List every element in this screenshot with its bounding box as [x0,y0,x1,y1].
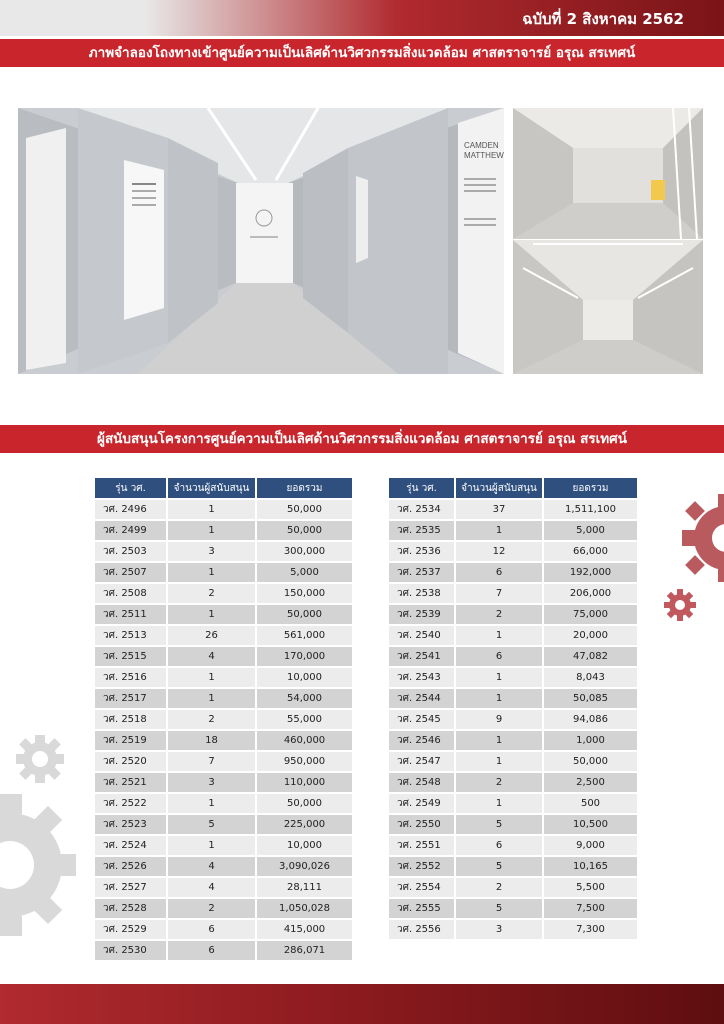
donors-cell: 2 [168,899,255,918]
donors-cell: 4 [168,878,255,897]
cohort-cell: วศ. 2540 [389,626,454,645]
bottom-footer-bar [0,984,724,1024]
donors-cell: 5 [456,899,542,918]
table-row [95,773,352,792]
cohort-cell: วศ. 2507 [95,563,166,582]
cohort-cell: วศ. 2518 [95,710,166,729]
table-row [389,521,637,540]
total-cell: 150,000 [257,584,352,603]
table-row [389,500,637,519]
donors-cell: 5 [168,815,255,834]
total-cell: 50,000 [257,605,352,624]
cohort-cell: วศ. 2554 [389,878,454,897]
table-row [95,647,352,666]
total-cell: 561,000 [257,626,352,645]
total-cell: 110,000 [257,773,352,792]
table-row [389,563,637,582]
total-cell: 20,000 [544,626,637,645]
cohort-cell: วศ. 2537 [389,563,454,582]
cohort-cell: วศ. 2536 [389,542,454,561]
gear-icon [0,790,78,944]
table-row [389,710,637,729]
donors-cell: 26 [168,626,255,645]
table-row [95,836,352,855]
cohort-cell: วศ. 2548 [389,773,454,792]
table-row [389,752,637,771]
column-header-total: ยอดรวม [544,478,637,498]
table-row [95,815,352,834]
cohort-cell: วศ. 2523 [95,815,166,834]
donors-cell: 3 [456,920,542,939]
cohort-cell: วศ. 2499 [95,521,166,540]
donors-cell: 6 [168,920,255,939]
cohort-cell: วศ. 2530 [95,941,166,960]
total-cell: 7,300 [544,920,637,939]
table-row [95,542,352,561]
total-cell: 10,500 [544,815,637,834]
table-row [95,920,352,939]
table-row [389,605,637,624]
table-row [95,710,352,729]
table-row [389,836,637,855]
cohort-cell: วศ. 2520 [95,752,166,771]
column-header-total: ยอดรวม [257,478,352,498]
sign-name-line2: MATTHEW [464,151,504,160]
donors-cell: 2 [456,878,542,897]
donors-cell: 6 [456,836,542,855]
table-row [389,647,637,666]
cohort-cell: วศ. 2546 [389,731,454,750]
table-row [95,899,352,918]
table-row [389,878,637,897]
table-row [95,878,352,897]
donors-cell: 3 [168,773,255,792]
column-header-donors: จำนวนผู้สนับสนุน [456,478,542,498]
donors-cell: 2 [456,773,542,792]
total-cell: 50,000 [257,500,352,519]
table-row [389,668,637,687]
cohort-cell: วศ. 2550 [389,815,454,834]
total-cell: 206,000 [544,584,637,603]
table-row [95,500,352,519]
cohort-cell: วศ. 2503 [95,542,166,561]
total-cell: 1,050,028 [257,899,352,918]
supporters-table-left [93,476,354,962]
total-cell: 10,000 [257,836,352,855]
donors-cell: 6 [456,647,542,666]
table-row [389,626,637,645]
cohort-cell: วศ. 2551 [389,836,454,855]
table-row [95,752,352,771]
cohort-cell: วศ. 2516 [95,668,166,687]
donors-cell: 6 [456,563,542,582]
donors-cell: 9 [456,710,542,729]
table-row [95,794,352,813]
total-cell: 28,111 [257,878,352,897]
total-cell: 1,000 [544,731,637,750]
cohort-cell: วศ. 2528 [95,899,166,918]
cohort-cell: วศ. 2552 [389,857,454,876]
total-cell: 460,000 [257,731,352,750]
donors-cell: 2 [168,584,255,603]
donors-cell: 5 [456,815,542,834]
cohort-cell: วศ. 2527 [95,878,166,897]
donors-cell: 4 [168,857,255,876]
donors-cell: 1 [168,605,255,624]
total-cell: 950,000 [257,752,352,771]
gear-icon [680,492,724,588]
gear-icon [663,588,697,626]
donors-cell: 2 [168,710,255,729]
cohort-cell: วศ. 2556 [389,920,454,939]
donors-cell: 1 [168,836,255,855]
total-cell: 50,000 [544,752,637,771]
table-row [95,689,352,708]
table-row [389,794,637,813]
table-row [389,689,637,708]
total-cell: 1,511,100 [544,500,637,519]
total-cell: 170,000 [257,647,352,666]
donors-cell: 37 [456,500,542,519]
cohort-cell: วศ. 2511 [95,605,166,624]
cohort-cell: วศ. 2515 [95,647,166,666]
donors-cell: 1 [168,794,255,813]
table-row [95,584,352,603]
cohort-cell: วศ. 2519 [95,731,166,750]
total-cell: 2,500 [544,773,637,792]
cohort-cell: วศ. 2534 [389,500,454,519]
section-title-rendering: ภาพจำลองโถงทางเข้าศูนย์ความเป็นเลิศด้านวิศวกรรมสิ่งแวดล้อม ศาสตราจารย์ อรุณ สรเทศน์ [0,39,724,67]
cohort-cell: วศ. 2541 [389,647,454,666]
column-header-donors: จำนวนผู้สนับสนุน [168,478,255,498]
cohort-cell: วศ. 2535 [389,521,454,540]
cohort-cell: วศ. 2522 [95,794,166,813]
cohort-cell: วศ. 2496 [95,500,166,519]
total-cell: 50,085 [544,689,637,708]
table-row [95,563,352,582]
supporters-table-right [387,476,639,941]
table-row [95,668,352,687]
donors-cell: 1 [168,563,255,582]
donors-cell: 1 [168,668,255,687]
total-cell: 9,000 [544,836,637,855]
cohort-cell: วศ. 2545 [389,710,454,729]
donors-cell: 12 [456,542,542,561]
total-cell: 5,000 [257,563,352,582]
section-title-supporters: ผู้สนับสนุนโครงการศูนย์ความเป็นเลิศด้านวิศวกรรมสิ่งแวดล้อม ศาสตราจารย์ อรุณ สรเทศน์ [0,425,724,453]
total-cell: 75,000 [544,605,637,624]
total-cell: 5,500 [544,878,637,897]
cohort-cell: วศ. 2529 [95,920,166,939]
cohort-cell: วศ. 2524 [95,836,166,855]
cohort-cell: วศ. 2543 [389,668,454,687]
table-header-row [95,478,352,498]
total-cell: 47,082 [544,647,637,666]
total-cell: 5,000 [544,521,637,540]
cohort-cell: วศ. 2549 [389,794,454,813]
table-row [389,920,637,939]
donors-cell: 1 [456,626,542,645]
donors-cell: 1 [456,521,542,540]
cohort-cell: วศ. 2517 [95,689,166,708]
cohort-cell: วศ. 2521 [95,773,166,792]
total-cell: 10,000 [257,668,352,687]
donors-cell: 5 [456,857,542,876]
donors-cell: 7 [168,752,255,771]
table-row [389,542,637,561]
cohort-cell: วศ. 2508 [95,584,166,603]
table-row [95,941,352,960]
cohort-cell: วศ. 2547 [389,752,454,771]
cohort-cell: วศ. 2544 [389,689,454,708]
column-header-cohort: รุ่น วศ. [389,478,454,498]
cohort-cell: วศ. 2555 [389,899,454,918]
total-cell: 192,000 [544,563,637,582]
cohort-cell: วศ. 2513 [95,626,166,645]
total-cell: 94,086 [544,710,637,729]
total-cell: 286,071 [257,941,352,960]
donors-cell: 1 [168,500,255,519]
table-row [389,731,637,750]
corridor-rendering-main [18,108,504,374]
table-row [389,857,637,876]
donors-cell: 1 [456,731,542,750]
issue-label: ฉบับที่ 2 สิงหาคม 2562 [522,10,684,28]
top-header-bar [0,0,724,36]
total-cell: 10,165 [544,857,637,876]
donors-cell: 18 [168,731,255,750]
table-row [389,584,637,603]
total-cell: 54,000 [257,689,352,708]
total-cell: 3,090,026 [257,857,352,876]
cohort-cell: วศ. 2526 [95,857,166,876]
donors-cell: 1 [456,668,542,687]
total-cell: 50,000 [257,521,352,540]
corridor-rendering-bottom-right [513,240,703,374]
table-row [389,815,637,834]
donors-cell: 2 [456,605,542,624]
total-cell: 225,000 [257,815,352,834]
table-row [95,731,352,750]
donors-cell: 4 [168,647,255,666]
corridor-rendering-top-right [513,108,703,239]
donors-cell: 3 [168,542,255,561]
table-row [95,857,352,876]
table-row [95,626,352,645]
sign-name-line1: CAMDEN [464,141,499,150]
donors-cell: 6 [168,941,255,960]
table-row [95,521,352,540]
donors-cell: 1 [168,689,255,708]
total-cell: 7,500 [544,899,637,918]
gear-icon [14,733,66,789]
cohort-cell: วศ. 2539 [389,605,454,624]
total-cell: 500 [544,794,637,813]
donors-cell: 1 [456,752,542,771]
donors-cell: 1 [456,794,542,813]
table-row [389,899,637,918]
total-cell: 55,000 [257,710,352,729]
cohort-cell: วศ. 2538 [389,584,454,603]
table-header-row [389,478,637,498]
donors-cell: 1 [456,689,542,708]
total-cell: 50,000 [257,794,352,813]
table-row [95,605,352,624]
total-cell: 8,043 [544,668,637,687]
column-header-cohort: รุ่น วศ. [95,478,166,498]
total-cell: 300,000 [257,542,352,561]
total-cell: 415,000 [257,920,352,939]
donors-cell: 1 [168,521,255,540]
donors-cell: 7 [456,584,542,603]
total-cell: 66,000 [544,542,637,561]
table-row [389,773,637,792]
